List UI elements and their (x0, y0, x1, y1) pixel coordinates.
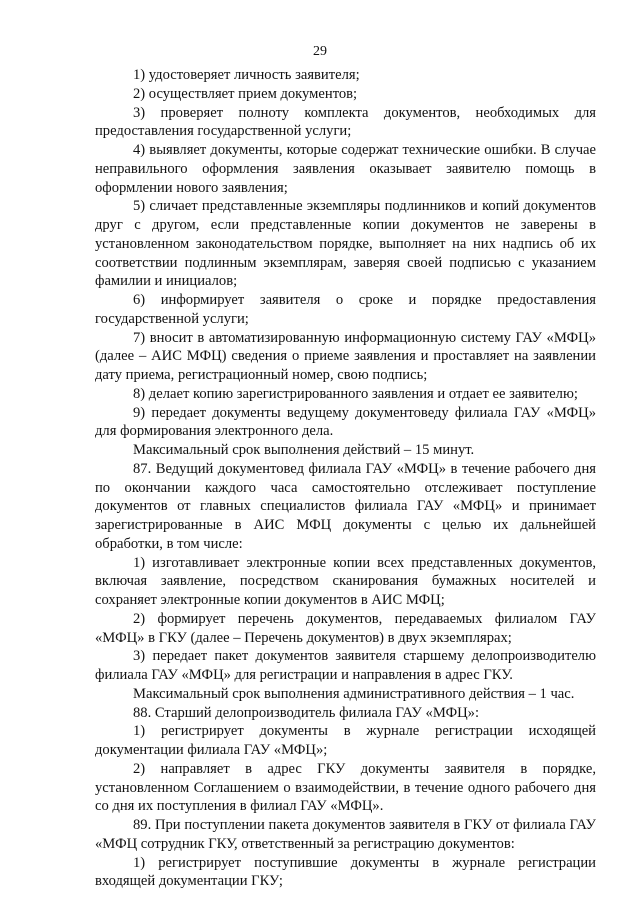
paragraph-15: Максимальный срок выполнения административного действия – 1 час. (133, 685, 575, 702)
paragraph-18: 2) направляет в адрес ГКУ документы заявителя в порядке, установленном Соглашением о взаимодействии, в течение одного рабочего дня со дня их поступления в филиал ГАУ «МФЦ». (95, 760, 596, 815)
paragraph-12: 1) изготавливает электронные копии всех представленных документов, включая заявление, посредством сканирования бумажных носителей и сохраняет электронные копии документов в АИС МФЦ; (95, 554, 596, 608)
paragraph-1: 1) удостоверяет личность заявителя; (133, 67, 360, 83)
paragraph-3: 3) проверяет полноту комплекта документов, необходимых для предоставления государственной услуги; (95, 104, 596, 140)
paragraph-20: 1) регистрирует поступившие документы в журнале регистрации входящей документации ГКУ; (95, 854, 596, 890)
paragraph-7: 7) вносит в автоматизированную информационную систему ГАУ «МФЦ» (далее – АИС МФЦ) сведения о приеме заявления и проставляет на заявлении дату приема, регистрационный номер, свою подпись; (95, 329, 596, 383)
paragraph-2: 2) осуществляет прием документов; (133, 85, 358, 102)
paragraph-8: 8) делает копию зарегистрированного заявления и отдает ее заявителю; (133, 385, 578, 402)
paragraph-10: Максимальный срок выполнения действий – 15 минут. (133, 442, 475, 458)
paragraph-4: 4) выявляет документы, которые содержат технические ошибки. В случае неправильного оформления заявления оказывает заявителю помощь в оформлении нового заявления; (95, 142, 596, 196)
paragraph-14: 3) передает пакет документов заявителя старшему делопроизводителю филиала ГАУ «МФЦ» для регистрации и направления в адрес ГКУ. (95, 648, 596, 683)
paragraph-5: 5) сличает представленные экземпляры подлинников и копий документов друг с другом, если представленные копии документов не заверены в установленном законодательством порядке, выполняет на них надпись об их соответствии подлинным экземплярам, заверяя своей подписью с указанием фамилии и инициалов; (95, 198, 596, 290)
paragraph-17: 1) регистрирует документы в журнале регистрации исходящей документации филиала ГАУ «МФЦ»; (95, 723, 596, 758)
paragraph-6: 6) информирует заявителя о сроке и порядке предоставления государственной услуги; (95, 292, 596, 327)
paragraph-9: 9) передает документы ведущему документоведу филиала ГАУ «МФЦ» для формирования электронного дела. (95, 404, 596, 440)
paragraph-19: 89. При поступлении пакета документов заявителя в ГКУ от филиала ГАУ «МФЦ сотрудник ГКУ, ответственный за регистрацию документов: (95, 817, 596, 852)
paragraph-16: 88. Старший делопроизводитель филиала ГАУ «МФЦ»: (133, 704, 480, 721)
paragraph-11: 87. Ведущий документовед филиала ГАУ «МФЦ» в течение рабочего дня по окончании каждого часа самостоятельно отслеживает поступление документов от главных специалистов филиала ГАУ «МФЦ» и принимает зарегистрированные в АИС МФЦ документы с целью их дальнейшей обработки, в том числе: (95, 460, 596, 552)
document-body (95, 66, 596, 891)
page-number: 29 (313, 44, 327, 59)
paragraph-13: 2) формирует перечень документов, передаваемых филиалом ГАУ «МФЦ» в ГКУ (далее – Перечень документов) в двух экземплярах; (95, 610, 596, 646)
